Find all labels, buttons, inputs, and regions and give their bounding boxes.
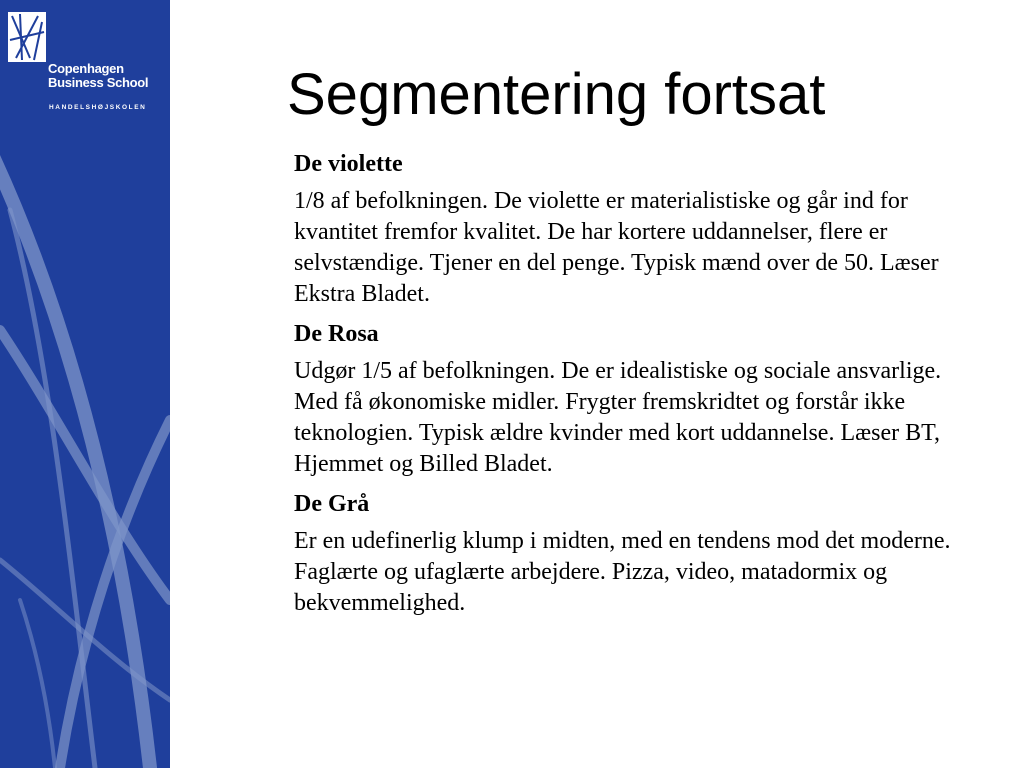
section-heading: De violette	[294, 151, 403, 177]
section-body: 1/8 af befolkningen. De violette er materialistiske og går ind for kvantitet fremfor kvalitet. De har kortere uddannelser, flere er selvstændige. Tjener en del penge. Typisk mænd over de 50. Læser Ekstra Bladet.	[294, 188, 939, 307]
cbs-logo-text	[48, 62, 148, 90]
section-body: Er en udefinerlig klump i midten, med en tendens mod det moderne. Faglærte og ufaglærte arbejdere. Pizza, video, matadormix og bekvemmelighed.	[294, 528, 951, 616]
logo-line-1: Copenhagen	[48, 61, 124, 76]
logo-line-2: Business School	[48, 75, 149, 90]
slide-content	[294, 148, 959, 627]
cbs-logo	[8, 12, 168, 122]
section-body: Udgør 1/5 af befolkningen. De er idealistiske og sociale ansvarlige. Med få økonomiske midler. Frygter fremskridtet og forstår ikke teknologien. Typisk ældre kvinder med kort uddannelse. Læser BT, Hjemmet og Billed Bladet.	[294, 358, 942, 477]
cbs-logo-icon	[8, 12, 46, 62]
section-heading: De Rosa	[294, 321, 379, 347]
logo-subline: HANDELSHØJSKOLEN	[49, 104, 147, 111]
sidebar-panel	[0, 0, 170, 768]
section-heading: De Grå	[294, 491, 370, 517]
segment-section	[294, 148, 959, 310]
segment-section	[294, 488, 959, 619]
slide-title: Segmentering fortsat	[287, 62, 826, 127]
segment-section	[294, 318, 959, 480]
